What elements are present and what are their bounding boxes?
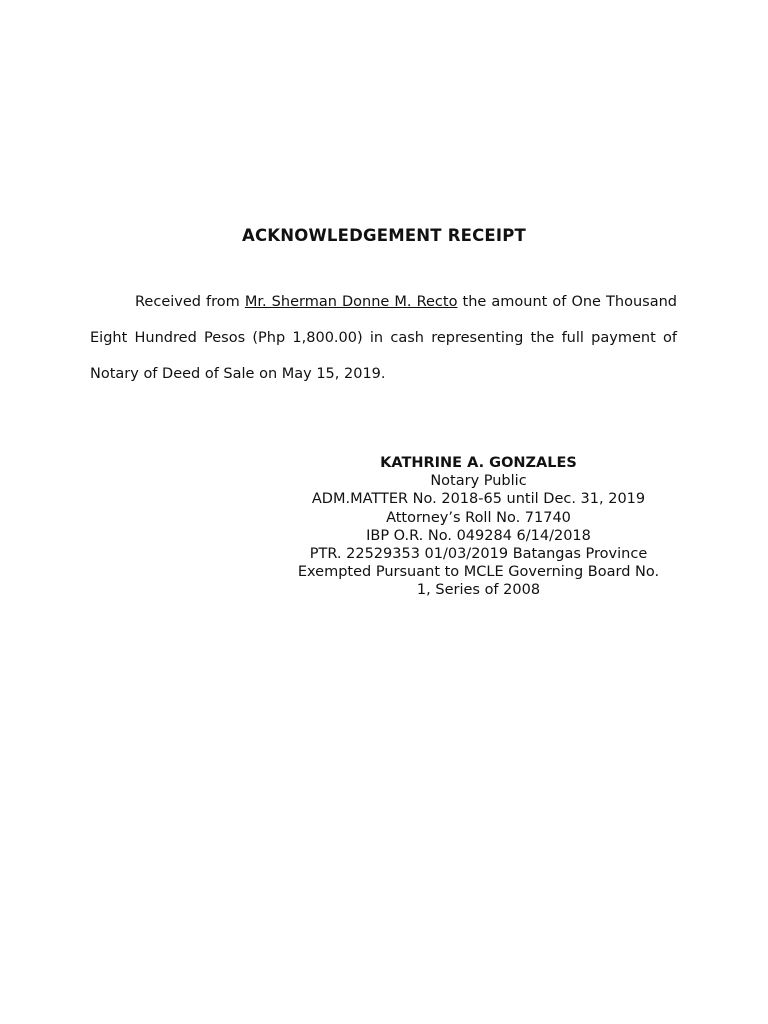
ptr-line: PTR. 22529353 01/03/2019 Batangas Province <box>309 546 648 563</box>
signature-block <box>286 454 671 600</box>
ibp-line: IBP O.R. No. 049284 6/14/2018 <box>366 527 591 544</box>
signatory-title: Notary Public <box>430 473 527 490</box>
signatory-name: KATHRINE A. GONZALES <box>380 455 577 471</box>
receipt-body-paragraph <box>90 284 677 393</box>
adm-matter-line: ADM.MATTER No. 2018-65 until Dec. 31, 2019 <box>311 491 646 508</box>
receipt-body-rest: the amount of One Thousand Eight Hundred Pesos (Php 1,800.00) in cash representing the full payment of Notary of Deed of Sale on May 15, 2019. <box>90 294 677 383</box>
payer-name: Mr. Sherman Donne M. Recto <box>244 294 458 310</box>
receipt-body-lead: Received from <box>135 294 245 310</box>
mcle-exemption-line: Exempted Pursuant to MCLE Governing Board No. <box>297 564 660 581</box>
document-title: ACKNOWLEDGEMENT RECEIPT <box>242 226 526 245</box>
mcle-series-line: 1, Series of 2008 <box>416 582 541 599</box>
roll-number-line: Attorney’s Roll No. 71740 <box>386 509 571 526</box>
